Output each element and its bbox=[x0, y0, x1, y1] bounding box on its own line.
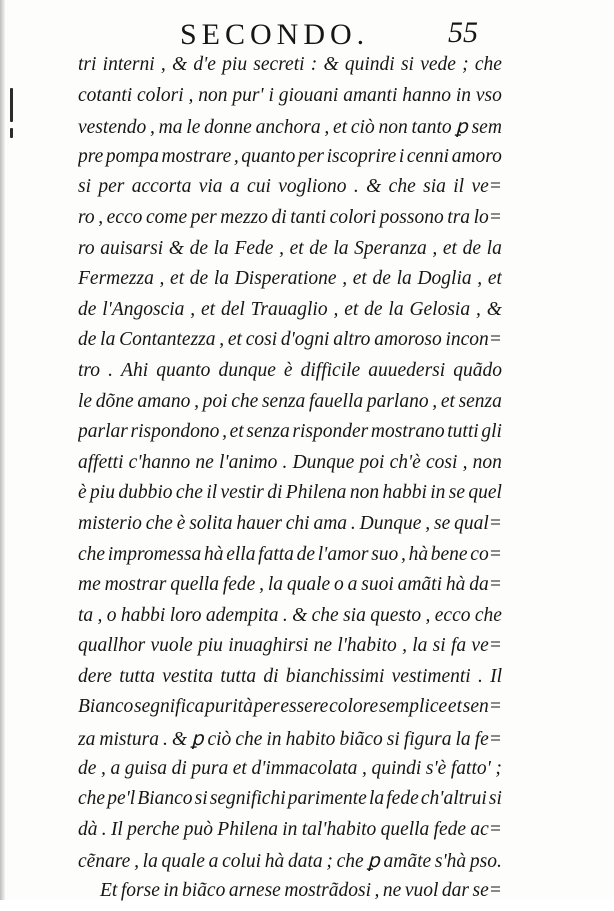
text-line: Fermezza , et de la Disperatione , et de la Doglia , et bbox=[78, 268, 502, 290]
text-line: Bianco segnifica purità per essere colore semplice et sen= bbox=[78, 696, 502, 718]
text-line: dere tutta vestita tutta di bianchissimi vestimenti . Il bbox=[78, 665, 502, 687]
text-line: cotanti colori , non pur' i giouani amanti hanno in vso bbox=[78, 84, 502, 106]
text-line: è piu dubbio che il vestir di Philena non habbi in se quel bbox=[78, 482, 502, 504]
text-block bbox=[78, 54, 502, 911]
text-line: si per accorta via a cui vogliono . & che sia il ve= bbox=[78, 176, 502, 198]
running-title: SECONDO. bbox=[180, 18, 370, 51]
text-line: che pe'l Bianco si segnifichi parimente la fede ch'altrui si bbox=[78, 788, 502, 810]
text-line: pre pompa mostrare , quanto per iscoprire i cenni amoro bbox=[78, 145, 502, 167]
text-line: le dõne amano , poi che senza fauella parlano , et senza bbox=[78, 390, 502, 412]
binding-mark bbox=[10, 88, 13, 122]
text-line: de , a guisa di pura et d'immacolata , quindi s'è fatto' ; bbox=[78, 757, 502, 779]
binding-mark bbox=[10, 128, 13, 138]
gutter-shadow bbox=[0, 0, 5, 900]
text-line: cẽnare , la quale a colui hà data ; che ꝑ amãte s'hà pso. bbox=[78, 851, 502, 873]
text-line: dà . Il perche può Philena in tal'habito quella fede ac= bbox=[78, 818, 502, 840]
text-line: Et forse in biãco arnese mostrãdosi , ne vuol dar se= bbox=[100, 880, 502, 902]
text-line: tro . Ahi quanto dunque è difficile auuedersi quãdo bbox=[78, 359, 502, 381]
text-line: ta , o habbi loro adempita . & che sia questo , ecco che bbox=[78, 604, 502, 626]
text-line: che impromessa hà ella fatta de l'amor suo , hà bene co= bbox=[78, 543, 502, 565]
text-line: ro , ecco come per mezzo di tanti colori possono tra lo= bbox=[78, 206, 502, 228]
text-line: me mostrar quella fede , la quale o a suoi amãti hà da= bbox=[78, 574, 502, 596]
text-line: affetti c'hanno ne l'animo . Dunque poi ch'è cosi , non bbox=[78, 451, 502, 473]
text-line: de la Contantezza , et cosi d'ogni altro amoroso incon= bbox=[78, 329, 502, 351]
text-line: parlar rispondono , et senza risponder mostrano tutti gli bbox=[78, 421, 502, 443]
text-line: za mistura . & ꝑ ciò che in habito biãco si figura la fe= bbox=[78, 729, 502, 751]
text-line: ro auisarsi & de la Fede , et de la Speranza , et de la bbox=[78, 237, 502, 259]
page-number: 55 bbox=[448, 16, 478, 49]
text-line: tri interni , & d'e piu secreti : & quindi si vede ; che bbox=[78, 54, 502, 75]
text-line: quallhor vuole piu inuaghirsi ne l'habito , la si fa ve= bbox=[78, 635, 502, 657]
text-line: de l'Angoscia , et del Trauaglio , et de la Gelosia , & bbox=[78, 298, 502, 320]
text-line: misterio che è solita hauer chi ama . Dunque , se qual= bbox=[78, 512, 502, 534]
text-line: vestendo , ma le donne anchora , et ciò non tanto ꝑ sem bbox=[78, 117, 502, 139]
